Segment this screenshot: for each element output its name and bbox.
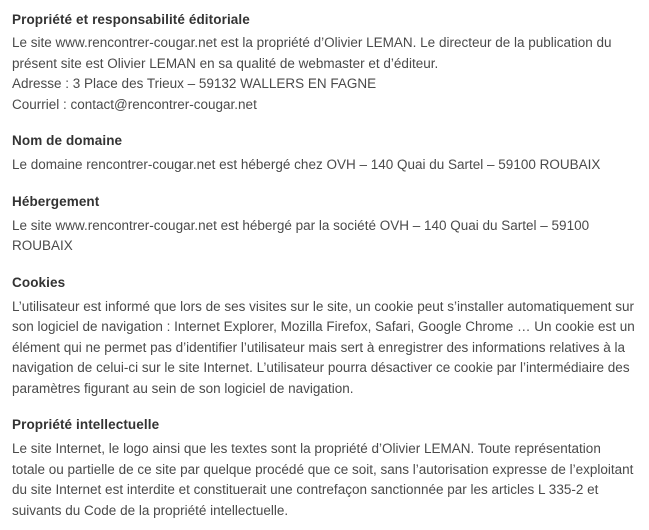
- section-paragraph-address: Adresse : 3 Place des Trieux – 59132 WALLERS EN FAGNE: [12, 76, 377, 91]
- section-heading: Propriété et responsabilité éditoriale: [12, 12, 250, 27]
- section-paragraph: L’utilisateur est informé que lors de ses visites sur le site, un cookie peut s’installer automatiquement sur son logiciel de navigation : Internet Explorer, Mozilla Firefox, Safari, Google Chrome … Un cookie est un élément qui ne permet pas d’identifier l’utilisateur mais sert à enregistrer des informations relatives à la navigation de celui-ci sur le site Internet. L’utilisateur pourra désactiver ce cookie par l’intermédiaire des paramètres figurant au sein de son logiciel de navigation.: [12, 298, 635, 396]
- section-hebergement: [12, 192, 637, 257]
- section-heading: Cookies: [12, 274, 66, 290]
- section-paragraph: Le site Internet, le logo ainsi que les textes sont la propriété d’Olivier LEMAN. Toute représentation totale ou partielle de ce site par quelque procédé que ce soit, sans l’autorisation expresse de l’exploitant du site Internet est interdite et constituerait une contrefaçon sanctionnée par les articles L 335-2 et suivants du Code de la propriété intellectuelle.: [12, 441, 634, 518]
- section-paragraph: Le site www.rencontrer-cougar.net est hébergé par la société OVH – 140 Quai du Sartel – 59100 ROUBAIX: [12, 217, 590, 253]
- section-heading: Hébergement: [12, 193, 100, 209]
- section-paragraph-email: Courriel : contact@rencontrer-cougar.net: [12, 96, 257, 112]
- section-paragraph: Le domaine rencontrer-cougar.net est hébergé chez OVH – 140 Quai du Sartel – 59100 ROUBAIX: [12, 157, 601, 172]
- section-paragraph: Le site www.rencontrer-cougar.net est la propriété d’Olivier LEMAN. Le directeur de la publication du présent site est Olivier LEMAN en sa qualité de webmaster et d’éditeur.: [12, 35, 612, 71]
- section-nom-de-domaine: [12, 131, 637, 176]
- section-propriete-responsabilite-editoriale: [12, 10, 637, 115]
- section-heading: Propriété intellectuelle: [12, 417, 160, 432]
- section-cookies: [12, 273, 637, 400]
- section-heading: Nom de domaine: [12, 133, 123, 148]
- section-propriete-intellectuelle: [12, 415, 637, 521]
